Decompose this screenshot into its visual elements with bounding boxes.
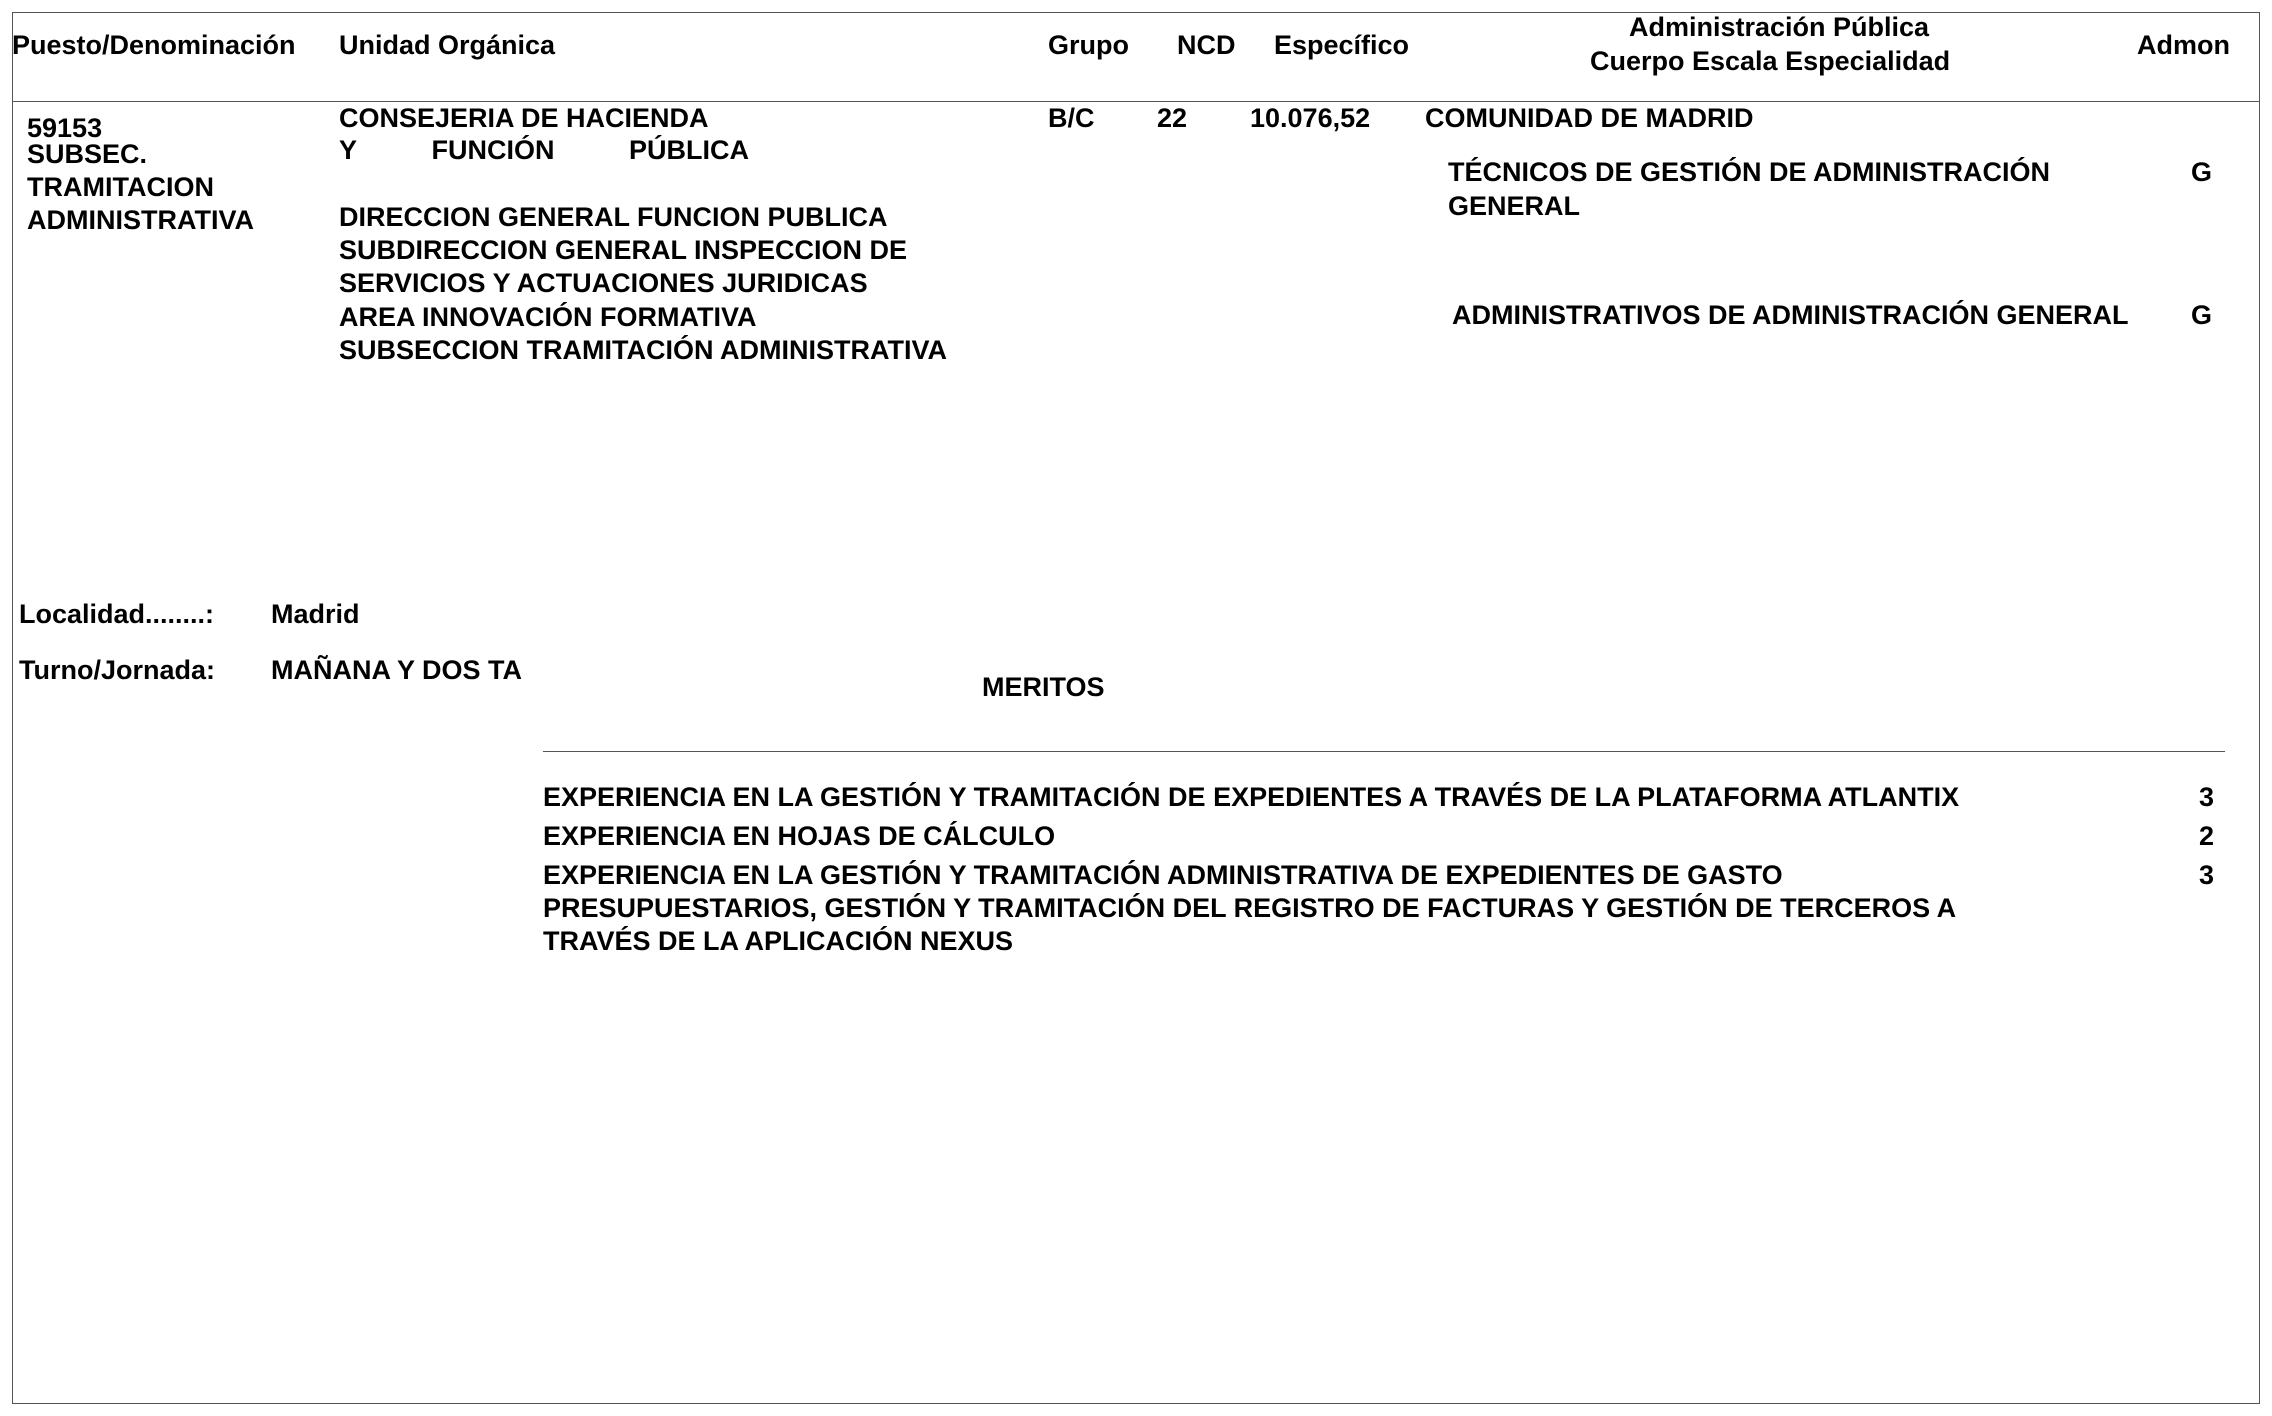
unidad-consejeria: CONSEJERIA DE HACIENDA (339, 103, 709, 133)
turno-label: Turno/Jornada: (19, 655, 216, 685)
meritos-divider (543, 751, 2225, 752)
merito-line: EXPERIENCIA EN HOJAS DE CÁLCULO (543, 821, 1056, 851)
cuerpo-admon: G (2191, 300, 2213, 330)
merito-points: 3 (2199, 782, 2215, 812)
header-puesto: Puesto/Denominación (12, 30, 296, 60)
unidad-line: SUBDIRECCION GENERAL INSPECCION DE (339, 235, 908, 265)
puesto-name-line: TRAMITACION (27, 172, 214, 202)
header-ncd: NCD (1177, 30, 1236, 60)
ncd-value: 22 (1157, 103, 1188, 133)
header-admin-publica: Administración Pública (1629, 12, 1930, 42)
unidad-line: DIRECCION GENERAL FUNCION PUBLICA (339, 202, 888, 232)
puesto-name-line: ADMINISTRATIVA (27, 205, 254, 235)
cuerpo-line: ADMINISTRATIVOS DE ADMINISTRACIÓN GENERAL (1452, 300, 2129, 330)
unidad-word: FUNCIÓN (431, 135, 555, 165)
unidad-word: PÚBLICA (628, 135, 749, 165)
unidad-line: SUBSECCION TRAMITACIÓN ADMINISTRATIVA (339, 335, 947, 365)
merito-line: PRESUPUESTARIOS, GESTIÓN Y TRAMITACIÓN DEL REGISTRO DE FACTURAS Y GESTIÓN DE TERCEROS A (543, 893, 1957, 923)
puesto-name-line: SUBSEC. (27, 139, 148, 169)
meritos-title: MERITOS (982, 672, 1105, 702)
cuerpo-admon: G (2191, 157, 2213, 187)
especifico-value: 10.076,52 (1250, 103, 1371, 133)
turno-value: MAÑANA Y DOS TA (271, 655, 523, 685)
merito-line: TRAVÉS DE LA APLICACIÓN NEXUS (543, 926, 1014, 956)
header-cuerpo-escala: Cuerpo Escala Especialidad (1590, 46, 1951, 76)
unidad-word: Y (339, 135, 358, 165)
localidad-label: Localidad........: (19, 599, 215, 629)
header-grupo: Grupo (1048, 30, 1129, 60)
unidad-line: SERVICIOS Y ACTUACIONES JURIDICAS (339, 268, 868, 298)
header-especifico: Específico (1274, 30, 1410, 60)
cuerpo-line: GENERAL (1448, 191, 1581, 221)
merito-line: EXPERIENCIA EN LA GESTIÓN Y TRAMITACIÓN DE EXPEDIENTES A TRAVÉS DE LA PLATAFORMA ATLANTIX (543, 782, 1960, 812)
grupo-value: B/C (1048, 103, 1095, 133)
merito-points: 3 (2199, 860, 2215, 890)
merito-points: 2 (2199, 821, 2215, 851)
unidad-consejeria-line2 (339, 134, 749, 167)
unidad-line: AREA INNOVACIÓN FORMATIVA (339, 302, 757, 332)
cuerpo-line: TÉCNICOS DE GESTIÓN DE ADMINISTRACIÓN (1448, 157, 2051, 187)
header-unidad: Unidad Orgánica (339, 30, 556, 60)
puesto-code: 59153 (27, 113, 103, 143)
administracion-name: COMUNIDAD DE MADRID (1425, 103, 1754, 133)
header-admon: Admon (2137, 30, 2230, 60)
localidad-value: Madrid (271, 599, 360, 629)
merito-line: EXPERIENCIA EN LA GESTIÓN Y TRAMITACIÓN ADMINISTRATIVA DE EXPEDIENTES DE GASTO (543, 860, 1783, 890)
